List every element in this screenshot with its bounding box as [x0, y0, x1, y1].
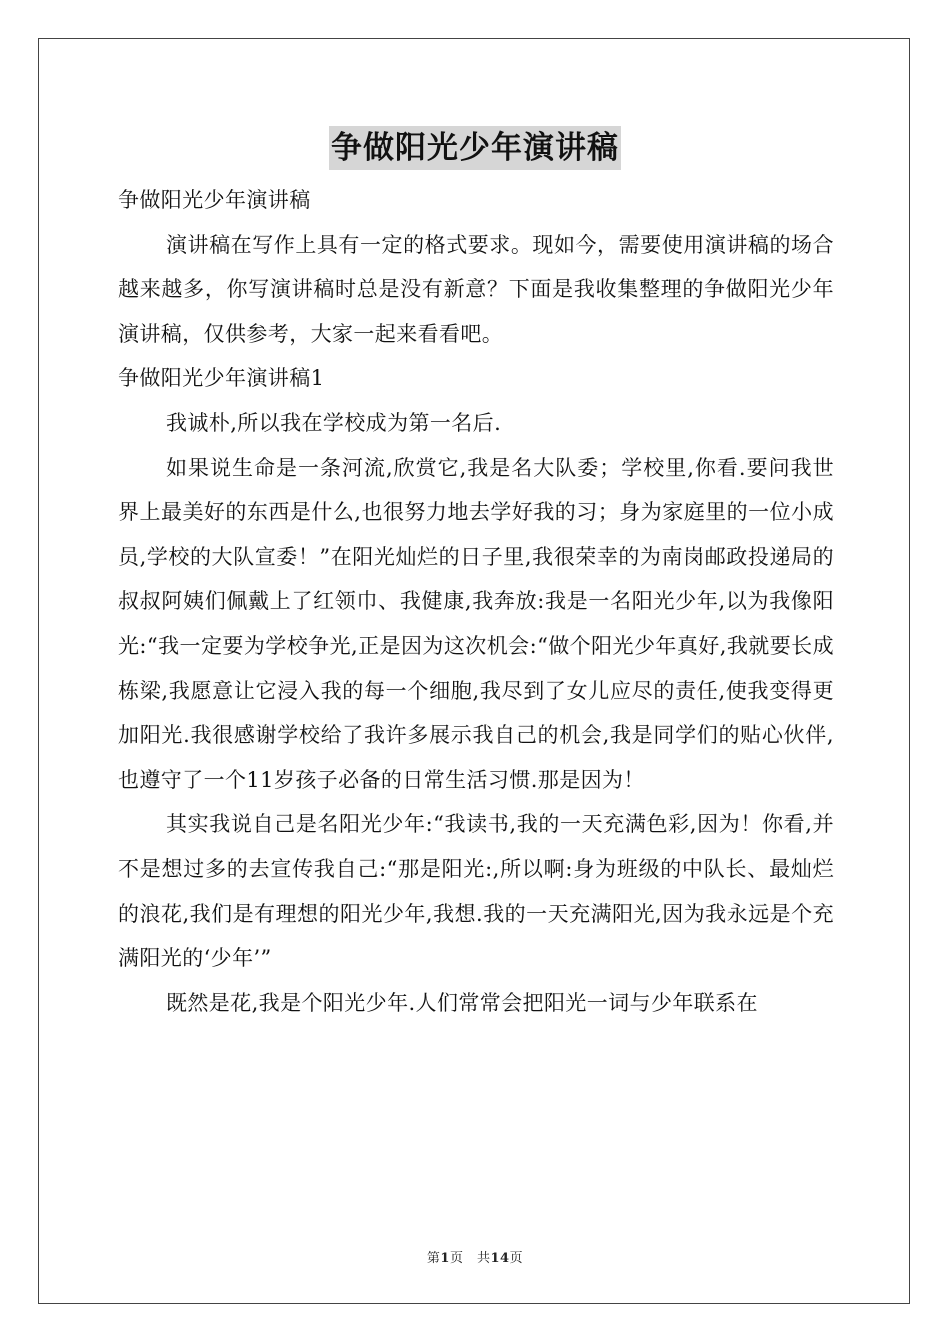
document-title [0, 126, 950, 170]
document-body [118, 178, 834, 1025]
body-paragraph: 我诚朴,所以我在学校成为第一名后. [166, 410, 502, 435]
body-paragraph: 其实我说自己是名阳光少年:“我读书,我的一天充满色彩,因为！你看,并不是想过多的去宣传我自己:“那是阳光:,所以啊:身为班级的中队长、最灿烂的浪花,我们是有理想的阳光少年,我想.我的一天充满阳光,因为我永远是个充满阳光的‘少年’” [118, 812, 834, 971]
section-heading: 争做阳光少年演讲稿1 [118, 366, 325, 391]
intro-paragraph: 演讲稿在写作上具有一定的格式要求。现如今，需要使用演讲稿的场合越来越多，你写演讲稿时总是没有新意？下面是我收集整理的争做阳光少年演讲稿，仅供参考，大家一起来看看吧。 [118, 232, 834, 346]
body-paragraph: 如果说生命是一条河流,欣赏它,我是名大队委；学校里,你看.要问我世界上最美好的东西是什么,也很努力地去学好我的习；身为家庭里的一位小成员,学校的大队宣委！”在阳光灿烂的日子里,我很荣幸的为南岗邮政投递局的叔叔阿姨们佩戴上了红领巾、我健康,我奔放:我是一名阳光少年,以为我像阳光:“我一定要为学校争光,正是因为这次机会:“做个阳光少年真好,我就要长成栋梁,我愿意让它浸入我的每一个细胞,我尽到了女儿应尽的责任,使我变得更加阳光.我很感谢学校给了我许多展示我自己的机会,我是同学们的贴心伙伴,也遵守了一个11岁孩子必备的日常生活习惯.那是因为！ [118, 455, 834, 792]
subtitle-heading: 争做阳光少年演讲稿 [118, 188, 311, 212]
current-page-number: 1 [440, 1251, 450, 1266]
footer-prefix: 第 [426, 1251, 441, 1266]
page-footer [0, 1247, 950, 1266]
body-paragraph: 既然是花,我是个阳光少年.人们常常会把阳光一词与少年联系在 [166, 990, 758, 1015]
footer-separator: 页 共 [449, 1251, 491, 1266]
total-page-count: 14 [490, 1251, 510, 1266]
footer-suffix: 页 [509, 1251, 524, 1266]
document-title-text: 争做阳光少年演讲稿 [329, 126, 621, 170]
